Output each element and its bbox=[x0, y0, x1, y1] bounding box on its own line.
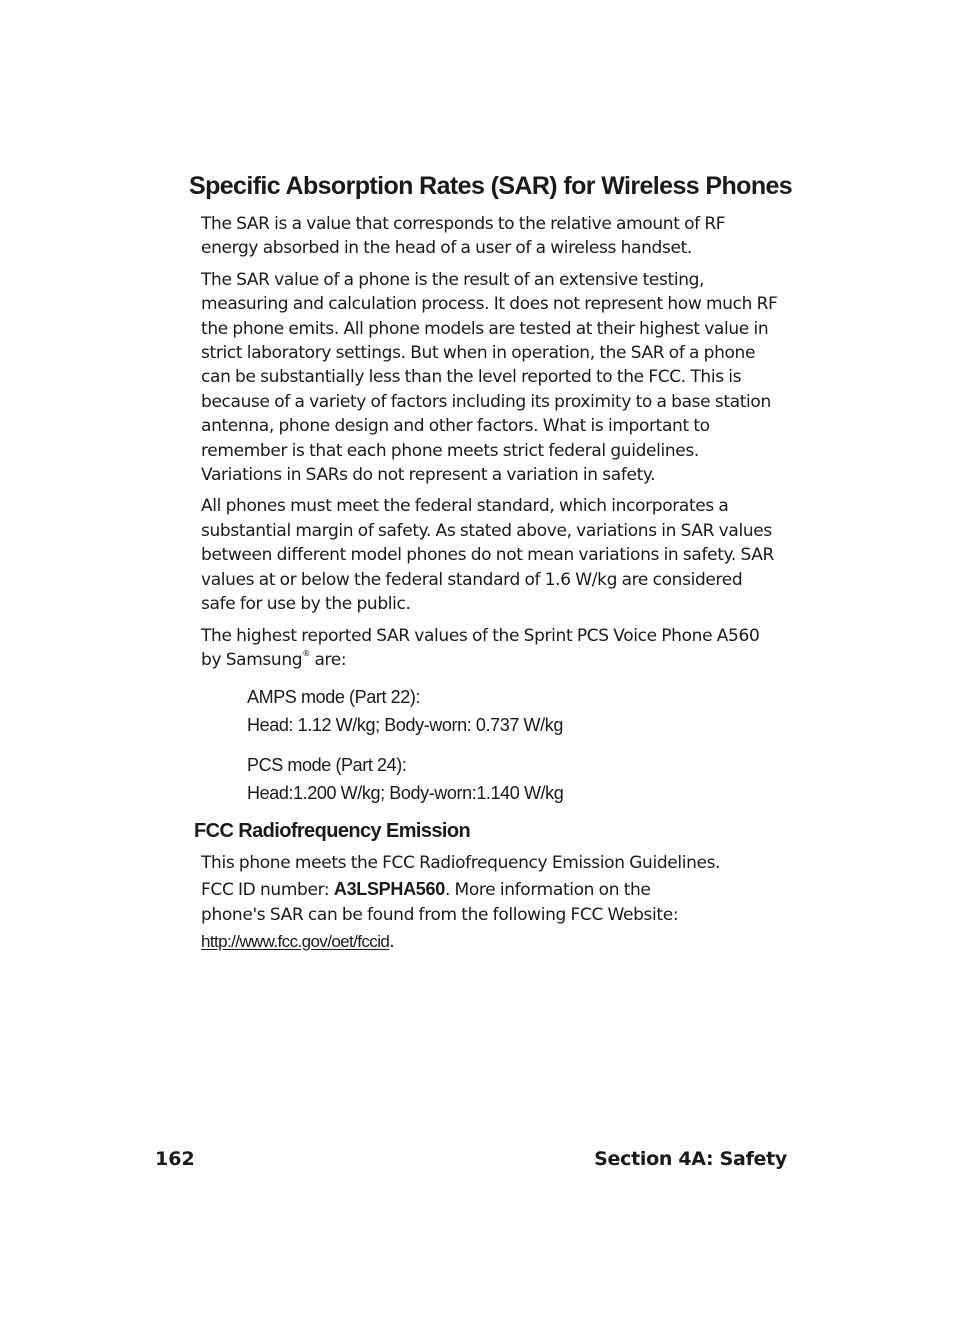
fcc-line-3: phone's SAR can be found from the following FCC Website: bbox=[201, 905, 679, 925]
section-title: Section 4A: Safety bbox=[594, 1148, 787, 1170]
sar-body bbox=[201, 212, 779, 819]
sar-paragraph-4-text: The highest reported SAR values of the Sprint PCS Voice Phone A560 by Samsung bbox=[201, 625, 760, 670]
fcc-id-prefix: FCC ID number: bbox=[201, 879, 334, 900]
sar-paragraph-2: The SAR value of a phone is the result of an extensive testing, measuring and calculation process. It does not represent how much RF the phone emits. All phone models are tested at their highest value in strict laboratory settings. But when in operation, the SAR of a phone can be substantially less than the level reported to the FCC. This is because of a variety of factors including its proximity to a base station antenna, phone design and other factors. What is important to remember is that each phone meets strict federal guidelines. Variations in SARs do not represent a variation in safety. bbox=[201, 269, 778, 486]
fcc-link-line bbox=[201, 929, 779, 956]
fcc-heading: FCC Radiofrequency Emission bbox=[194, 820, 471, 842]
fcc-website-link[interactable]: http://www.fcc.gov/oet/fccid bbox=[201, 931, 390, 951]
sar-paragraph-3: All phones must meet the federal standard, which incorporates a substantial margin of safety. As stated above, variations in SAR values between different model phones do not mean variations in safety. SAR values at or below the federal standard of 1.6 W/kg are considered safe for use by the public. bbox=[201, 496, 774, 615]
page-title: Specific Absorption Rates (SAR) for Wireless Phones bbox=[189, 172, 793, 200]
registered-mark: ® bbox=[302, 648, 310, 658]
amps-mode-values: Head: 1.12 W/kg; Body-worn: 0.737 W/kg bbox=[247, 715, 563, 736]
page-number: 162 bbox=[155, 1148, 195, 1170]
sar-paragraph-1: The SAR is a value that corresponds to the relative amount of RF energy absorbed in the head of a user of a wireless handset. bbox=[201, 214, 726, 259]
sar-paragraph-4-tail: are: bbox=[309, 649, 347, 670]
sar-paragraph-4 bbox=[201, 624, 779, 673]
pcs-mode-values: Head:1.200 W/kg; Body-worn:1.140 W/kg bbox=[247, 783, 564, 804]
pcs-mode-block bbox=[247, 751, 779, 807]
fcc-id-line bbox=[201, 877, 779, 904]
fcc-id-value: A3LSPHA560 bbox=[333, 878, 445, 899]
pcs-mode-label: PCS mode (Part 24): bbox=[247, 755, 407, 776]
amps-mode-block bbox=[247, 683, 779, 739]
fcc-id-suffix: . More information on the bbox=[444, 879, 651, 900]
fcc-body bbox=[201, 851, 779, 955]
fcc-link-suffix: . bbox=[389, 931, 395, 952]
fcc-line-1: This phone meets the FCC Radiofrequency Emission Guidelines. bbox=[201, 853, 721, 873]
amps-mode-label: AMPS mode (Part 22): bbox=[247, 687, 421, 708]
